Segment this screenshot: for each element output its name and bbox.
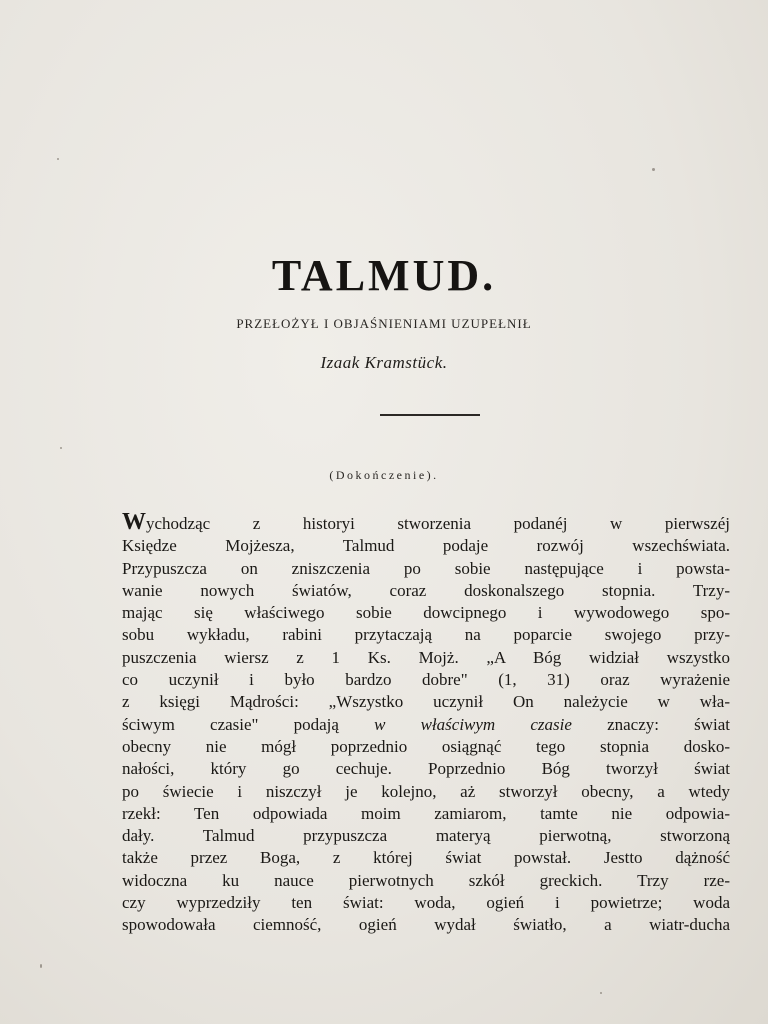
text-line: widoczna ku nauce pierwotnych szkół greckich. Trzy rze- xyxy=(122,870,730,890)
text-line: nałości, który go cechuje. Poprzednio Bóg tworzył świat xyxy=(122,759,730,779)
text-line: spowodowała ciemność, ogień wydał światło, a wiatr-ducha xyxy=(122,915,730,935)
translator-credit: PRZEŁOŻYŁ I OBJAŚNIENIAMI UZUPEŁNIŁ xyxy=(236,316,532,331)
text-line: czy wyprzedziły ten świat: woda, ogień i powietrze; woda xyxy=(122,893,730,913)
text-line: dały. Talmud przypuszcza materyą pierwotną, stworzoną xyxy=(122,826,730,846)
text-line: ściwym czasie" podają w właściwym czasie znaczy: świat xyxy=(122,714,730,734)
text-line: z księgi Mądrości: „Wszystko uczynił On należycie w wła- xyxy=(122,692,730,712)
text-line: wanie nowych światów, coraz doskonalszego stopnia. Trzy- xyxy=(122,580,730,600)
article-title: TALMUD. xyxy=(271,251,497,300)
continuation-note: (Dokończenie). xyxy=(329,468,439,482)
drop-cap: W xyxy=(122,513,146,535)
paper-speck xyxy=(652,168,655,171)
text-line: Przypuszcza on zniszczenia po sobie następujące i powsta- xyxy=(122,558,730,578)
italic-phrase: w właściwym czasie xyxy=(374,714,572,734)
text-line: także przez Boga, z której świat powstał. Jestto dążność xyxy=(122,848,730,868)
author-name: Izaak Kramstück. xyxy=(320,353,448,372)
text-line: sobu wykładu, rabini przytaczają na poparcie swojego przy- xyxy=(122,625,730,645)
text-line: obecny nie mógł poprzednio osiągnąć tego stopnia dosko- xyxy=(122,736,730,756)
text-line: rzekł: Ten odpowiada moim zamiarom, tamte nie odpowia- xyxy=(122,803,730,823)
paper-speck xyxy=(57,158,59,160)
text-line: puszczenia wiersz z 1 Ks. Mojż. „A Bóg widział wszystko xyxy=(122,647,730,667)
paper-speck xyxy=(40,964,42,968)
paper-speck xyxy=(600,992,602,994)
article-body xyxy=(122,513,730,937)
text-line: Wychodząc z historyi stworzenia podanéj w pierwszéj xyxy=(122,513,730,535)
text-line: co uczynił i było bardzo dobre" (1, 31) oraz wyrażenie xyxy=(122,670,730,690)
text-line: po świecie i niszczył je kolejno, aż stworzył obecny, a wtedy xyxy=(122,781,730,801)
section-divider xyxy=(380,414,480,416)
text-line: mając się właściwego sobie dowcipnego i wywodowego spo- xyxy=(122,603,730,623)
text-line: Księdze Mojżesza, Talmud podaje rozwój wszechświata. xyxy=(122,536,730,556)
paper-speck xyxy=(60,447,62,449)
